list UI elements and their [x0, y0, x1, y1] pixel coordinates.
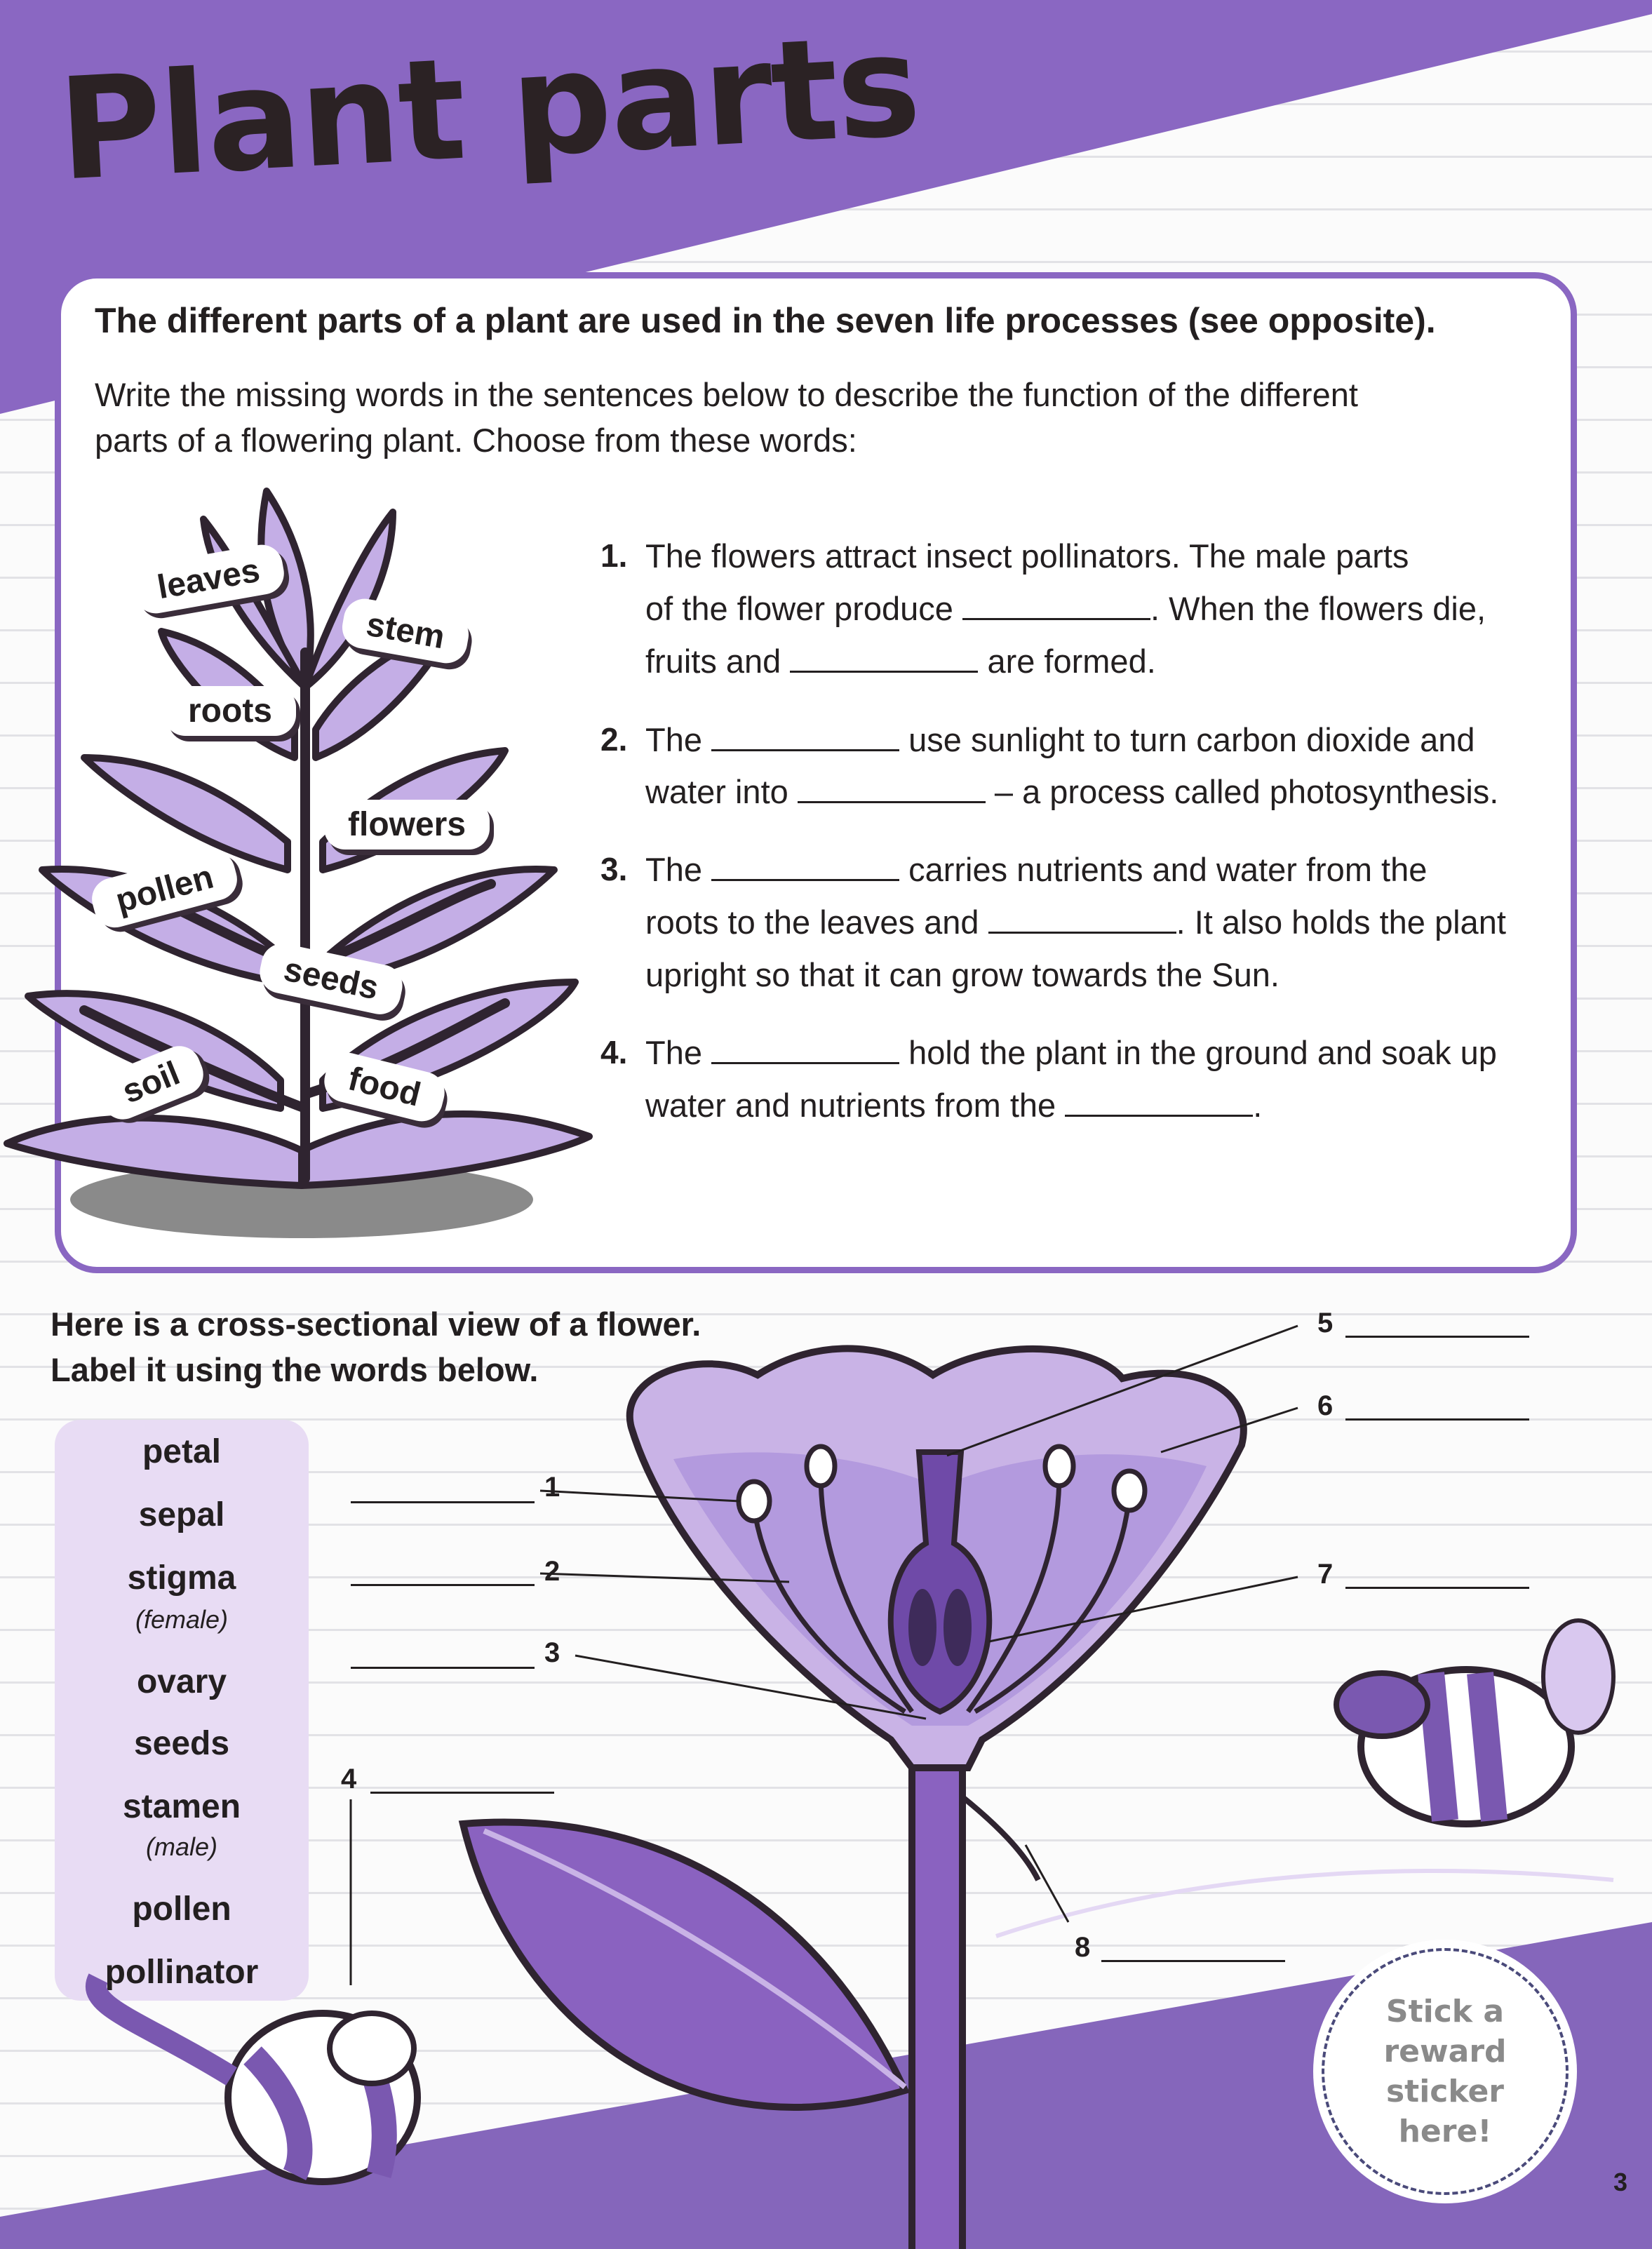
question-4-line: water and nutrients from the .	[645, 1087, 1263, 1124]
reward-sticker-spot	[1313, 1940, 1577, 2203]
label-number: 4	[341, 1764, 357, 1794]
word-tag-food: food	[320, 1048, 449, 1125]
label-line[interactable]	[351, 1584, 535, 1586]
label-line[interactable]	[1345, 1336, 1529, 1338]
label-line[interactable]	[1345, 1418, 1529, 1421]
instructions-line: parts of a flowering plant. Choose from these words:	[95, 422, 857, 459]
question-3-line: upright so that it can grow towards the Sun.	[645, 956, 1280, 993]
word-sepal: sepal	[138, 1496, 225, 1533]
question-number: 2.	[600, 721, 628, 758]
word-pollinator: pollinator	[105, 1954, 259, 1991]
label-number: 5	[1317, 1308, 1334, 1338]
question-number: 4.	[600, 1034, 628, 1070]
word-tag-stem: stem	[339, 596, 472, 666]
label-line[interactable]	[370, 1792, 554, 1794]
label-line[interactable]	[351, 1501, 535, 1503]
word-note: (female)	[135, 1605, 229, 1634]
section-instructions: Here is a cross-sectional view of a flower.	[51, 1305, 701, 1343]
word-pollen: pollen	[132, 1891, 231, 1928]
page-number: 3	[1613, 2168, 1628, 2196]
question-4-line: The hold the plant in the ground and soak up	[645, 1034, 1497, 1071]
question-number: 3.	[600, 851, 628, 887]
question-2-line: The use sunlight to turn carbon dioxide and	[645, 721, 1475, 758]
word-tag-leaves: leaves	[130, 542, 287, 617]
word-note: (male)	[145, 1832, 217, 1861]
word-tag-flowers: flowers	[324, 800, 490, 850]
question-1-line: of the flower produce . When the flowers die,	[645, 590, 1486, 627]
label-line[interactable]	[1101, 1960, 1285, 1962]
word-tag-pollen: pollen	[87, 846, 242, 932]
label-number: 3	[544, 1637, 560, 1668]
bee-pollinator-icon	[96, 1978, 417, 2182]
sticker-text: reward sticker	[1383, 2033, 1507, 2109]
instructions-line: Write the missing words in the sentences below to describe the function of the different	[95, 376, 1358, 413]
word-stigma: stigma	[127, 1559, 236, 1597]
word-petal: petal	[142, 1433, 222, 1470]
question-1-line: fruits and are formed.	[645, 643, 1156, 680]
sticker-text: Stick a	[1385, 1993, 1505, 2029]
word-tag-seeds: seeds	[256, 940, 406, 1019]
label-number: 6	[1317, 1390, 1334, 1421]
bee-pollinator-icon	[1336, 1620, 1613, 1824]
label-number: 7	[1317, 1559, 1334, 1590]
word-seeds: seeds	[133, 1725, 230, 1762]
question-3-line: roots to the leaves and . It also holds the plant	[645, 904, 1506, 941]
section-instructions: Label it using the words below.	[51, 1351, 539, 1388]
question-number: 1.	[600, 537, 628, 574]
label-number: 1	[544, 1472, 560, 1503]
word-tag-soil: soil	[93, 1040, 209, 1125]
page-title: Plant parts	[55, 4, 923, 213]
label-number: 8	[1075, 1932, 1091, 1963]
question-3-line: The carries nutrients and water from the	[645, 851, 1428, 888]
label-line[interactable]	[1345, 1587, 1529, 1589]
word-stamen: stamen	[122, 1788, 241, 1825]
exercise-heading: The different parts of a plant are used in the seven life processes (see opposite).	[95, 301, 1436, 340]
question-1-line: The flowers attract insect pollinators. The male parts	[645, 537, 1409, 575]
label-line[interactable]	[351, 1667, 535, 1669]
sticker-text: here!	[1398, 2114, 1492, 2150]
word-tag-roots: roots	[164, 686, 296, 736]
question-2-line: water into – a process called photosynthesis.	[645, 773, 1499, 810]
word-ovary: ovary	[136, 1663, 227, 1700]
label-number: 2	[544, 1556, 560, 1587]
